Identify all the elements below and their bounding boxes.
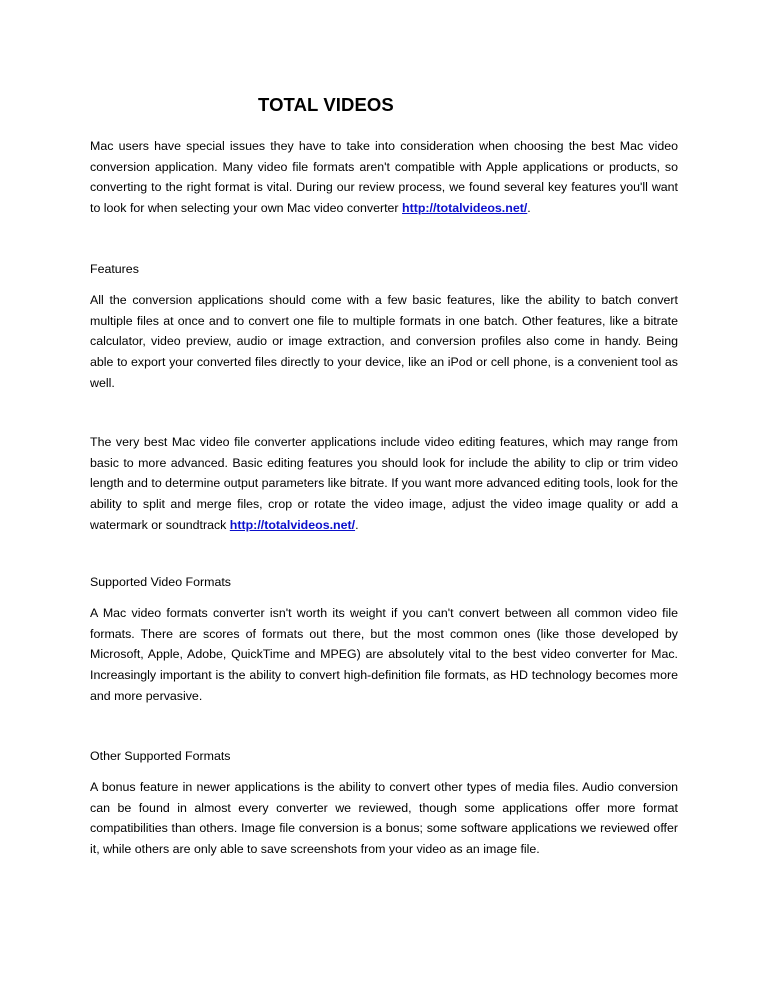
features-section	[90, 259, 678, 280]
other-formats-paragraph: A bonus feature in newer applications is the ability to convert other types of media files. Audio conversion can be found in almost every converter we reviewed, though some applications offer more format compatibilities than others. Image file conversion is a bonus; some software applications we reviewed offer it, while others are only able to save screenshots from your video as an image file.	[90, 780, 678, 857]
video-formats-section	[90, 572, 678, 593]
features-body	[90, 290, 678, 394]
intro-text: Mac users have special issues they have to take into consideration when choosing the best Mac video conversion application. Many video file formats aren't compatible with Apple applications or products, so converting to the right format is vital. During our review process, we found several key features you'll want to look for when selecting your own Mac video converter	[90, 139, 678, 216]
other-formats-heading: Other Supported Formats	[90, 749, 231, 763]
editing-end: .	[355, 517, 359, 532]
features-paragraph: All the conversion applications should come with a few basic features, like the ability to batch convert multiple files at once and to convert one file to multiple formats in one batch. Other features, like a bitrate calculator, video preview, audio or image extraction, and conversion profiles also come in handy. Being able to export your converted files directly to your device, like an iPod or cell phone, is a convenient tool as well.	[90, 293, 678, 390]
intro-section	[90, 136, 678, 219]
other-formats-body	[90, 777, 678, 860]
intro-paragraph	[90, 136, 678, 219]
intro-link[interactable]: http://totalvideos.net/	[402, 201, 528, 216]
other-formats-section	[90, 746, 678, 767]
video-formats-body	[90, 603, 678, 707]
video-formats-paragraph: A Mac video formats converter isn't worth its weight if you can't convert between all common video file formats. There are scores of formats out there, but the most common ones (like those developed by Microsoft, Apple, Adobe, QuickTime and MPEG) are absolutely vital to the best video converter for Mac. Increasingly important is the ability to convert high-definition file formats, as HD technology becomes more and more pervasive.	[90, 606, 678, 703]
video-formats-heading: Supported Video Formats	[90, 575, 231, 589]
editing-link[interactable]: http://totalvideos.net/	[229, 517, 356, 532]
editing-paragraph	[90, 432, 678, 536]
editing-text: The very best Mac video file converter applications include video editing features, which may range from basic to more advanced. Basic editing features you should look for include the ability to clip or trim video length and to determine output parameters like bitrate. If you want more advanced editing tools, look for the ability to split and merge files, crop or rotate the video image, adjust the video image quality or add a watermark or soundtrack	[90, 435, 678, 532]
features-heading: Features	[90, 262, 139, 276]
intro-end: .	[527, 201, 531, 216]
document-title: TOTAL VIDEOS	[258, 94, 394, 115]
editing-section	[90, 432, 678, 536]
